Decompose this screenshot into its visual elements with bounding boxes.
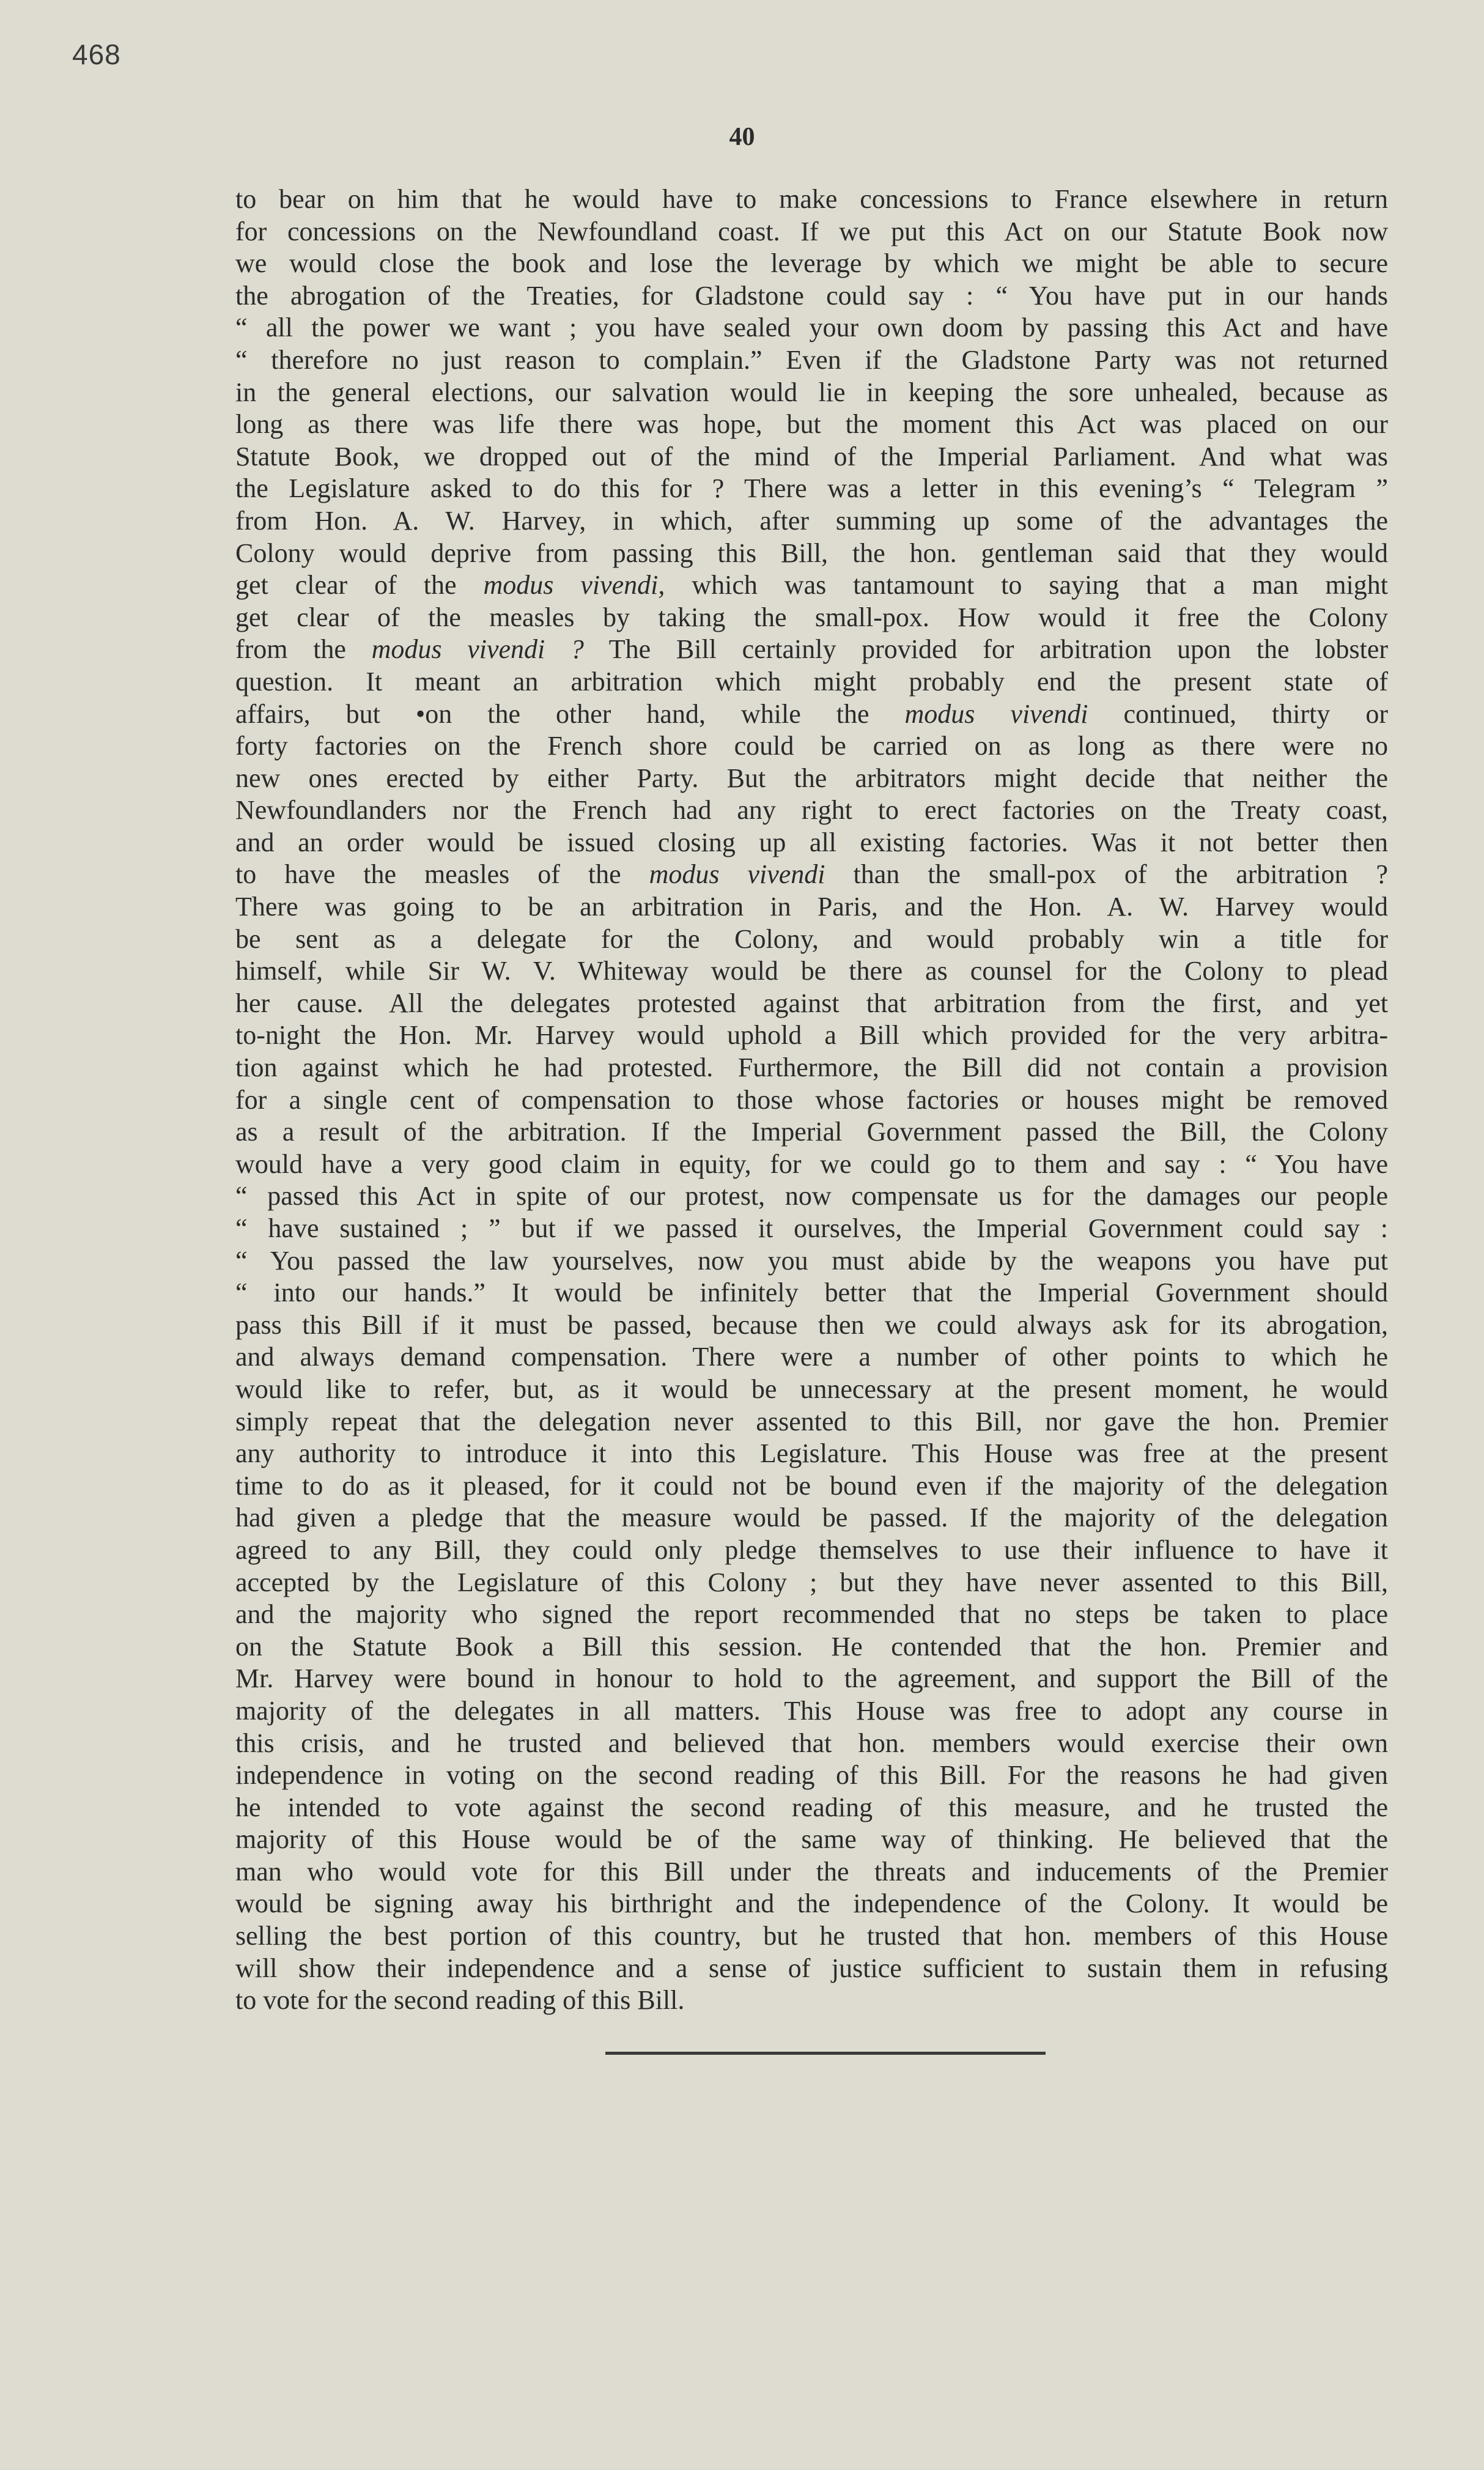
text-segment: Colony would deprive from passing this Bill, the hon. gentleman said that they would <box>235 538 1388 568</box>
text-line <box>235 1052 1388 1084</box>
text-segment: continued, thirty or <box>1088 698 1388 729</box>
text-line <box>235 1084 1388 1117</box>
text-segment: from the <box>235 634 372 665</box>
text-segment: her cause. All the delegates protested against that arbitration from the first, and yet <box>235 988 1388 1018</box>
text-line <box>235 1695 1388 1728</box>
text-line <box>235 569 1388 602</box>
text-line <box>235 538 1388 570</box>
text-segment: selling the best portion of this country, but he trusted that hon. members of this House <box>235 1921 1388 1951</box>
text-line <box>235 377 1388 409</box>
text-line <box>235 1341 1388 1374</box>
text-line <box>235 859 1388 891</box>
text-line <box>235 1406 1388 1438</box>
text-segment: and an order would be issued closing up all existing factories. Was it not better then <box>235 827 1388 857</box>
text-segment: simply repeat that the delegation never assented to this Bill, nor gave the hon. Premier <box>235 1406 1388 1437</box>
text-segment: would have a very good claim in equity, for we could go to them and say : “ You have <box>235 1148 1388 1179</box>
text-segment: man who would vote for this Bill under the threats and inducements of the Premier <box>235 1856 1388 1887</box>
text-line <box>235 280 1388 312</box>
text-segment: for a single cent of compensation to those whose factories or houses might be removed <box>235 1084 1388 1115</box>
scan-page-number: 468 <box>72 39 121 70</box>
text-segment: Mr. Harvey were bound in honour to hold to the agreement, and support the Bill of the <box>235 1663 1388 1694</box>
italic-phrase: modus vivendi <box>904 698 1088 729</box>
text-segment: than the small-pox of the arbitration ? <box>825 859 1389 890</box>
text-segment: from Hon. A. W. Harvey, in which, after summing up some of the advantages the <box>235 505 1388 536</box>
text-line <box>235 891 1388 923</box>
text-segment: to have the measles of the <box>235 859 649 890</box>
text-line <box>235 1920 1388 1953</box>
text-segment: question. It meant an arbitration which might probably end the present state of <box>235 666 1388 697</box>
text-segment: long as there was life there was hope, but the moment this Act was placed on our <box>235 409 1388 440</box>
text-line <box>235 1534 1388 1567</box>
text-line <box>235 1438 1388 1470</box>
text-line <box>235 955 1388 988</box>
text-line <box>235 312 1388 344</box>
text-segment: and the majority who signed the report recommended that no steps be taken to place <box>235 1599 1388 1630</box>
text-segment: himself, while Sir W. V. Whiteway would be there as counsel for the Colony to plead <box>235 956 1388 986</box>
text-segment: affairs, but •on the other hand, while the <box>235 698 905 729</box>
text-segment: on the Statute Book a Bill this session. He contended that the hon. Premier and <box>235 1631 1388 1662</box>
text-line <box>235 698 1388 731</box>
text-segment: accepted by the Legislature of this Colony ; but they have never assented to this Bill, <box>235 1567 1388 1597</box>
text-segment: pass this Bill if it must be passed, because then we could always ask for its abrogation, <box>235 1309 1388 1340</box>
text-line <box>235 473 1388 505</box>
text-line <box>235 1728 1388 1760</box>
text-line <box>235 1019 1388 1052</box>
text-line <box>235 1245 1388 1278</box>
text-line <box>235 1984 1388 2017</box>
text-line <box>235 1953 1388 1985</box>
text-line <box>235 1148 1388 1181</box>
text-segment: Statute Book, we dropped out of the mind of the Imperial Parliament. And what was <box>235 441 1388 471</box>
text-line <box>235 409 1388 441</box>
text-segment: “ have sustained ; ” but if we passed it ourselves, the Imperial Government could say : <box>235 1213 1388 1243</box>
text-line <box>235 1824 1388 1856</box>
text-segment: to bear on him that he would have to make concessions to France elsewhere in return <box>235 184 1388 214</box>
text-segment: get clear of the measles by taking the small-pox. How would it free the Colony <box>235 602 1388 632</box>
text-segment: for concessions on the Newfoundland coast. If we put this Act on our Statute Book now <box>235 216 1388 246</box>
text-segment: “ passed this Act in spite of our protest, now compensate us for the damages our people <box>235 1181 1388 1211</box>
text-segment: time to do as it pleased, for it could not be bound even if the majority of the delegation <box>235 1470 1388 1501</box>
text-segment: would be signing away his birthright and the independence of the Colony. It would be <box>235 1888 1388 1919</box>
text-line <box>235 248 1388 280</box>
text-segment: “ all the power we want ; you have sealed your own doom by passing this Act and have <box>235 312 1388 343</box>
text-line <box>235 634 1388 666</box>
text-line <box>235 344 1388 377</box>
text-segment: There was going to be an arbitration in Paris, and the Hon. A. W. Harvey would <box>235 892 1388 922</box>
text-line <box>235 1374 1388 1406</box>
text-segment: in the general elections, our salvation would lie in keeping the sore unhealed, because as <box>235 377 1388 407</box>
text-segment: tion against which he had protested. Furthermore, the Bill did not contain a provision <box>235 1052 1388 1083</box>
text-segment: “ You passed the law yourselves, now you must abide by the weapons you have put <box>235 1245 1388 1276</box>
text-segment: will show their independence and a sense of justice sufficient to sustain them in refusing <box>235 1953 1388 1983</box>
text-line <box>235 1888 1388 1920</box>
text-segment: forty factories on the French shore could be carried on as long as there were no <box>235 731 1388 761</box>
text-line <box>235 1470 1388 1503</box>
text-segment: independence in voting on the second reading of this Bill. For the reasons he had given <box>235 1760 1388 1791</box>
text-line <box>235 827 1388 859</box>
text-line <box>235 505 1388 538</box>
text-segment: we would close the book and lose the leverage by which we might be able to secure <box>235 248 1388 279</box>
section-divider <box>605 2052 1046 2055</box>
text-line <box>235 763 1388 795</box>
text-segment: this crisis, and he trusted and believed that hon. members would exercise their own <box>235 1728 1388 1758</box>
text-line <box>235 988 1388 1020</box>
text-line <box>235 1856 1388 1888</box>
text-segment: The Bill certainly provided for arbitration upon the lobster <box>583 634 1388 665</box>
text-line <box>235 1180 1388 1213</box>
text-segment: “ into our hands.” It would be infinitely better that the Imperial Government should <box>235 1278 1388 1308</box>
text-line <box>235 1277 1388 1309</box>
text-segment: to-night the Hon. Mr. Harvey would uphold a Bill which provided for the very arbitra- <box>235 1020 1388 1051</box>
text-line <box>235 794 1388 827</box>
text-line <box>235 183 1388 216</box>
italic-phrase: modus vivendi <box>649 859 825 890</box>
text-segment: be sent as a delegate for the Colony, and would probably win a title for <box>235 923 1388 954</box>
text-segment: majority of the delegates in all matters. This House was free to adopt any course in <box>235 1695 1388 1726</box>
text-segment: majority of this House would be of the same way of thinking. He believed that the <box>235 1824 1388 1855</box>
text-line <box>235 1502 1388 1534</box>
text-segment: get clear of the <box>235 570 484 601</box>
text-segment: new ones erected by either Party. But the arbitrators might decide that neither the <box>235 763 1388 793</box>
text-segment: the Legislature asked to do this for ? There was a letter in this evening’s “ Telegram ” <box>235 473 1388 504</box>
text-line <box>235 1759 1388 1792</box>
text-line <box>235 666 1388 698</box>
text-line <box>235 1116 1388 1148</box>
text-line <box>235 1309 1388 1342</box>
text-line <box>235 216 1388 248</box>
text-line <box>235 1599 1388 1631</box>
text-line <box>235 602 1388 634</box>
text-segment: as a result of the arbitration. If the Imperial Government passed the Bill, the Colony <box>235 1117 1388 1147</box>
text-segment: Newfoundlanders nor the French had any right to erect factories on the Treaty coast, <box>235 795 1388 826</box>
italic-phrase: modus vivendi ? <box>371 634 584 665</box>
text-line <box>235 1567 1388 1599</box>
text-segment: would like to refer, but, as it would be unnecessary at the present moment, he would <box>235 1374 1388 1404</box>
text-line <box>235 1631 1388 1663</box>
text-segment: which was tantamount to saying that a man might <box>665 570 1389 601</box>
page-number: 40 <box>729 123 755 151</box>
text-line <box>235 441 1388 473</box>
text-line <box>235 923 1388 956</box>
text-segment: to vote for the second reading of this Bill. <box>235 1985 685 2016</box>
text-segment: and always demand compensation. There were a number of other points to which he <box>235 1342 1388 1372</box>
body-text <box>235 183 1388 2017</box>
italic-phrase: modus vivendi, <box>483 570 665 601</box>
text-segment: the abrogation of the Treaties, for Gladstone could say : “ You have put in our hands <box>235 280 1388 311</box>
text-segment: had given a pledge that the measure would be passed. If the majority of the delegation <box>235 1503 1388 1533</box>
text-segment: he intended to vote against the second reading of this measure, and he trusted the <box>235 1792 1388 1822</box>
text-segment: any authority to introduce it into this Legislature. This House was free at the present <box>235 1438 1388 1469</box>
text-line <box>235 1792 1388 1824</box>
text-segment: agreed to any Bill, they could only pledge themselves to use their influence to have it <box>235 1534 1388 1565</box>
text-line <box>235 1663 1388 1695</box>
text-segment: “ therefore no just reason to complain.” Even if the Gladstone Party was not returned <box>235 344 1388 375</box>
text-line <box>235 730 1388 763</box>
text-line <box>235 1213 1388 1245</box>
